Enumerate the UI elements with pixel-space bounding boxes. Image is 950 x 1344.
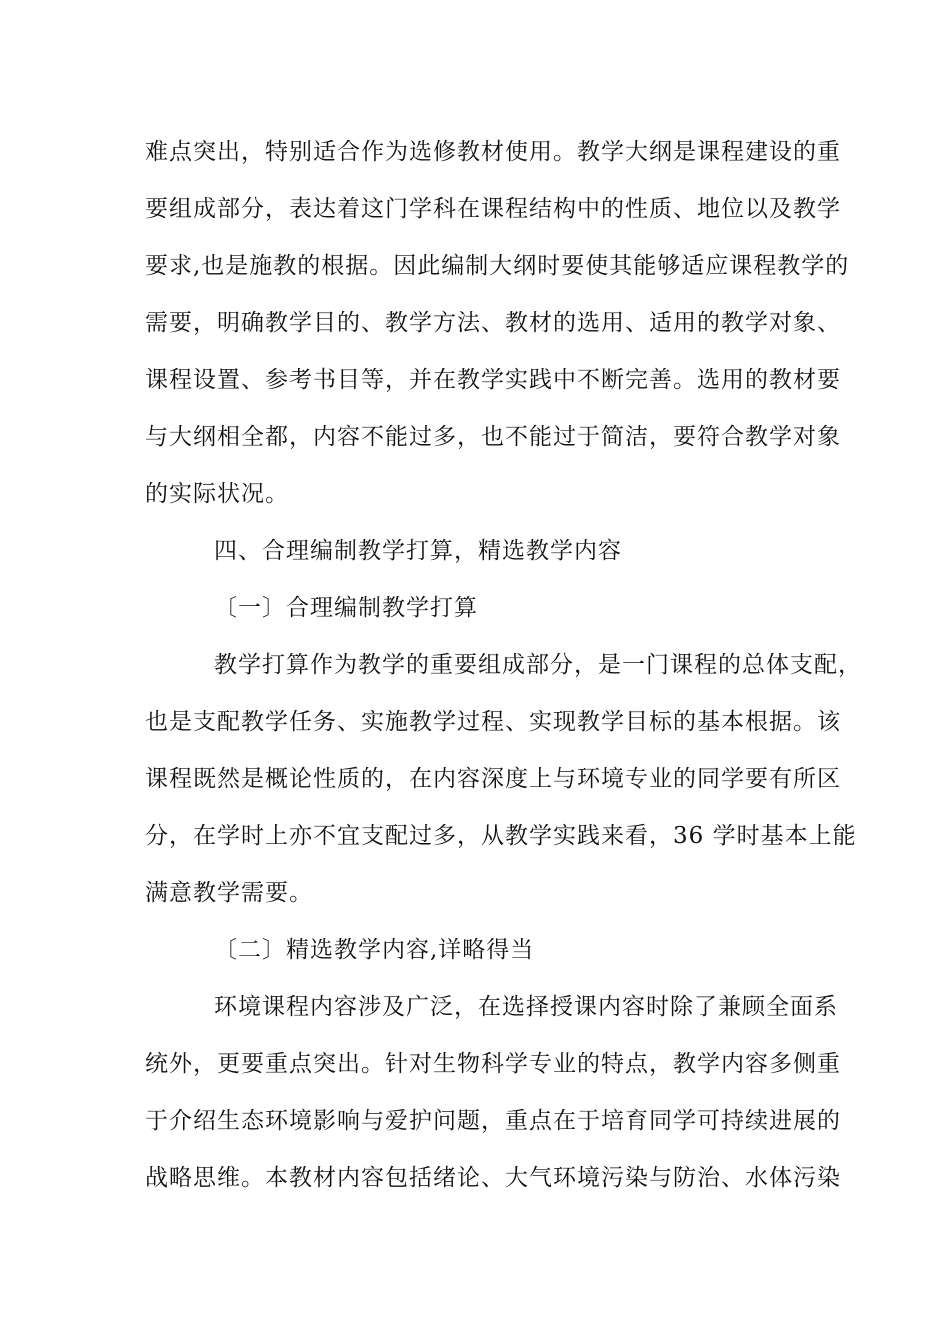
paragraph-line: 也是支配教学任务、实施教学过程、实现教学目标的基本根据。该 bbox=[145, 709, 841, 735]
paragraph-line: 要组成部分，表达着这门学科在课程结构中的性质、地位以及教学 bbox=[145, 196, 841, 222]
paragraph-line: 课程设置、参考书目等，并在教学实践中不断完善。选用的教材要 bbox=[145, 367, 841, 393]
paragraph-line: 需要，明确教学目的、教学方法、教材的选用、适用的教学对象、 bbox=[145, 310, 841, 336]
paragraph-line: 与大纲相全都，内容不能过多，也不能过于简洁，要符合教学对象 bbox=[145, 424, 841, 450]
paragraph-line: 难点突出，特别适合作为选修教材使用。教学大纲是课程建设的重 bbox=[145, 139, 841, 165]
paragraph-line: 战略思维。本教材内容包括绪论、大气环境污染与防治、水体污染 bbox=[145, 1165, 841, 1191]
paragraph-line: 教学打算作为教学的重要组成部分，是一门课程的总体支配， bbox=[214, 652, 862, 678]
section-heading: 四、合理编制教学打算，精选教学内容 bbox=[214, 538, 622, 564]
paragraph-line: 统外，更要重点突出。针对生物科学专业的特点，教学内容多侧重 bbox=[145, 1051, 841, 1077]
subsection-heading: 〔一〕合理编制教学打算 bbox=[214, 595, 478, 621]
paragraph-line: 环境课程内容涉及广泛，在选择授课内容时除了兼顾全面系 bbox=[214, 994, 838, 1020]
paragraph-line: 要求,也是施教的根据。因此编制大纲时要使其能够适应课程教学的 bbox=[145, 253, 850, 279]
paragraph-line: 的实际状况。 bbox=[145, 481, 289, 507]
subsection-heading: 〔二〕精选教学内容,详略得当 bbox=[214, 937, 535, 963]
paragraph-line: 课程既然是概论性质的，在内容深度上与环境专业的同学要有所区 bbox=[145, 766, 841, 792]
paragraph-line: 分，在学时上亦不宜支配过多，从教学实践来看，36 学时基本上能 bbox=[145, 823, 857, 849]
paragraph-line: 满意教学需要。 bbox=[145, 880, 313, 906]
paragraph-line: 于介绍生态环境影响与爱护问题，重点在于培育同学可持续进展的 bbox=[145, 1108, 841, 1134]
